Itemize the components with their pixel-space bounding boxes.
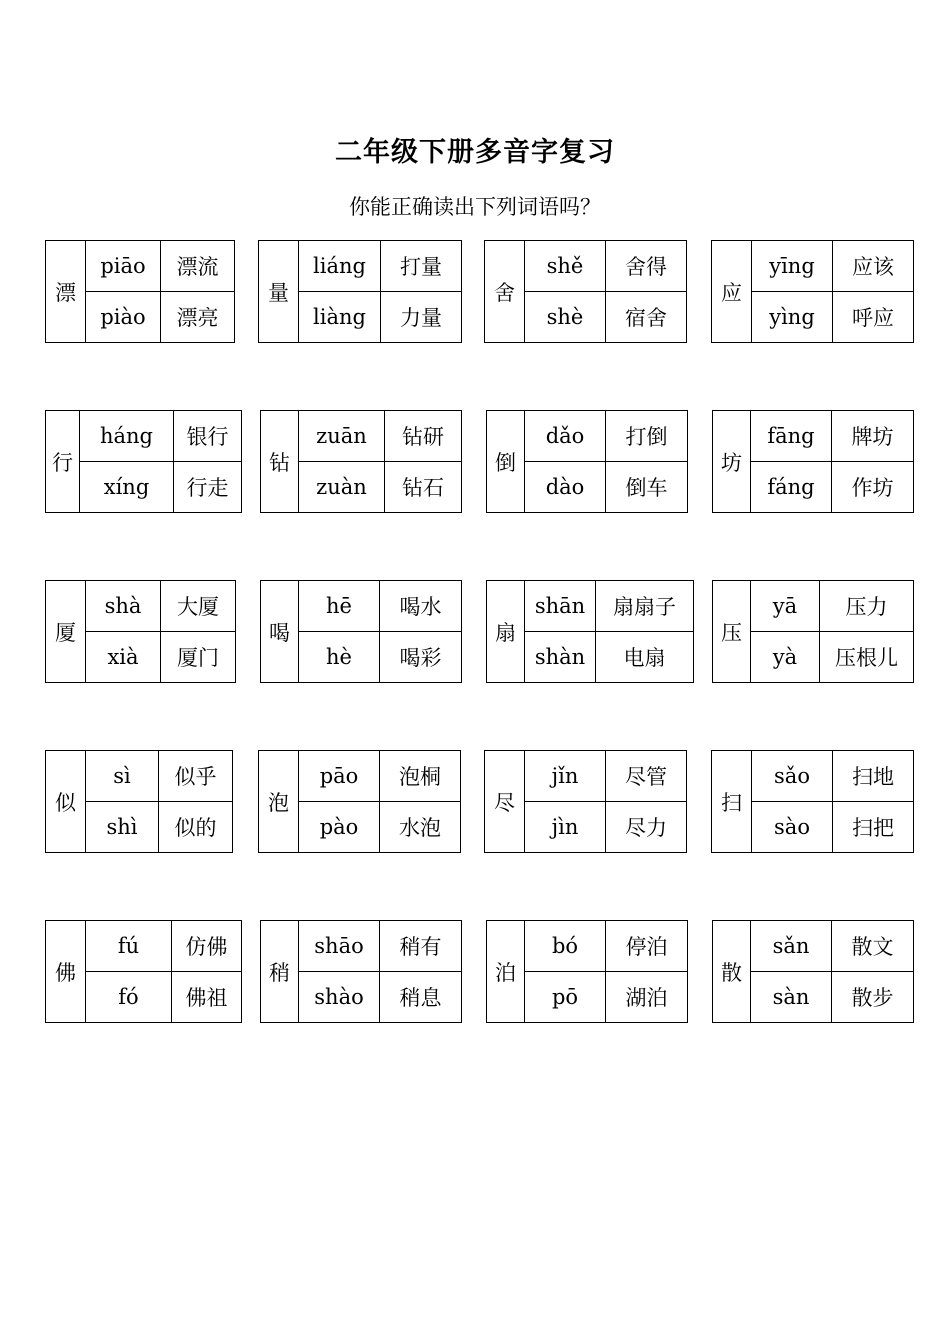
polyphone-card bbox=[260, 580, 462, 683]
polyphone-card bbox=[711, 240, 914, 343]
polyphone-card bbox=[711, 750, 914, 853]
polyphone-card bbox=[486, 410, 688, 513]
card-word: 作坊 bbox=[832, 462, 914, 513]
card-pinyin: fó bbox=[86, 972, 172, 1023]
polyphone-card bbox=[45, 750, 233, 853]
card-character: 扇 bbox=[487, 581, 525, 683]
card-word: 倒车 bbox=[606, 462, 688, 513]
card-pinyin: piào bbox=[86, 292, 161, 343]
card-word: 似乎 bbox=[159, 751, 233, 802]
card-character: 泡 bbox=[259, 751, 299, 853]
card-word: 打量 bbox=[381, 241, 462, 292]
card-character: 量 bbox=[259, 241, 299, 343]
card-word: 稍有 bbox=[380, 921, 462, 972]
card-pinyin: yā bbox=[751, 581, 820, 632]
card-character: 压 bbox=[713, 581, 751, 683]
card-word: 泡桐 bbox=[380, 751, 461, 802]
card-word: 喝彩 bbox=[380, 632, 462, 683]
card-word: 散文 bbox=[832, 921, 914, 972]
card-pinyin: bó bbox=[525, 921, 606, 972]
polyphone-card bbox=[486, 920, 688, 1023]
card-pinyin: pāo bbox=[299, 751, 380, 802]
polyphone-card bbox=[45, 920, 242, 1023]
card-pinyin: xíng bbox=[80, 462, 174, 513]
card-word: 佛祖 bbox=[172, 972, 242, 1023]
card-word: 漂亮 bbox=[161, 292, 235, 343]
card-pinyin: jǐn bbox=[525, 751, 606, 802]
card-pinyin: shào bbox=[299, 972, 380, 1023]
card-character: 稍 bbox=[261, 921, 299, 1023]
card-pinyin: shàn bbox=[525, 632, 596, 683]
card-word: 湖泊 bbox=[606, 972, 688, 1023]
card-word: 水泡 bbox=[380, 802, 461, 853]
card-pinyin: shě bbox=[525, 241, 606, 292]
card-pinyin: shì bbox=[86, 802, 159, 853]
card-pinyin: hē bbox=[299, 581, 380, 632]
card-word: 扫把 bbox=[833, 802, 914, 853]
card-word: 扇扇子 bbox=[596, 581, 694, 632]
card-word: 厦门 bbox=[161, 632, 236, 683]
polyphone-card bbox=[260, 410, 462, 513]
card-word: 钻石 bbox=[385, 462, 462, 513]
card-pinyin: shān bbox=[525, 581, 596, 632]
polyphone-card bbox=[486, 580, 694, 683]
card-character: 佛 bbox=[46, 921, 86, 1023]
card-pinyin: sǎn bbox=[751, 921, 832, 972]
card-word: 舍得 bbox=[606, 241, 687, 292]
polyphone-card bbox=[712, 920, 914, 1023]
card-word: 停泊 bbox=[606, 921, 688, 972]
card-character: 泊 bbox=[487, 921, 525, 1023]
card-pinyin: fú bbox=[86, 921, 172, 972]
polyphone-card bbox=[484, 240, 687, 343]
card-pinyin: yīng bbox=[752, 241, 833, 292]
polyphone-card bbox=[712, 580, 914, 683]
card-character: 尽 bbox=[485, 751, 525, 853]
card-pinyin: liáng bbox=[299, 241, 381, 292]
card-character: 倒 bbox=[487, 411, 525, 513]
card-character: 厦 bbox=[46, 581, 86, 683]
card-pinyin: zuān bbox=[299, 411, 385, 462]
page-subtitle: 你能正确读出下列词语吗？ bbox=[349, 195, 601, 219]
card-word: 应该 bbox=[833, 241, 914, 292]
card-pinyin: pō bbox=[525, 972, 606, 1023]
card-word: 压根儿 bbox=[820, 632, 914, 683]
card-word: 尽管 bbox=[606, 751, 687, 802]
card-word: 仿佛 bbox=[172, 921, 242, 972]
card-pinyin: dào bbox=[525, 462, 606, 513]
card-character: 漂 bbox=[46, 241, 86, 343]
card-pinyin: shè bbox=[525, 292, 606, 343]
card-word: 牌坊 bbox=[832, 411, 914, 462]
card-pinyin: zuàn bbox=[299, 462, 385, 513]
card-pinyin: shāo bbox=[299, 921, 380, 972]
card-character: 喝 bbox=[261, 581, 299, 683]
polyphone-card bbox=[712, 410, 914, 513]
card-word: 稍息 bbox=[380, 972, 462, 1023]
card-character: 应 bbox=[712, 241, 752, 343]
card-word: 漂流 bbox=[161, 241, 235, 292]
card-pinyin: liàng bbox=[299, 292, 381, 343]
card-word: 行走 bbox=[174, 462, 242, 513]
card-pinyin: shà bbox=[86, 581, 161, 632]
card-pinyin: piāo bbox=[86, 241, 161, 292]
card-word: 电扇 bbox=[596, 632, 694, 683]
card-word: 喝水 bbox=[380, 581, 462, 632]
card-pinyin: jìn bbox=[525, 802, 606, 853]
card-character: 舍 bbox=[485, 241, 525, 343]
card-pinyin: sào bbox=[752, 802, 833, 853]
card-pinyin: pào bbox=[299, 802, 380, 853]
card-word: 呼应 bbox=[833, 292, 914, 343]
card-character: 散 bbox=[713, 921, 751, 1023]
card-pinyin: sì bbox=[86, 751, 159, 802]
card-pinyin: fáng bbox=[751, 462, 832, 513]
card-pinyin: yìng bbox=[752, 292, 833, 343]
card-character: 钻 bbox=[261, 411, 299, 513]
polyphone-card bbox=[258, 240, 462, 343]
card-pinyin: sǎo bbox=[752, 751, 833, 802]
card-word: 力量 bbox=[381, 292, 462, 343]
card-word: 似的 bbox=[159, 802, 233, 853]
card-pinyin: háng bbox=[80, 411, 174, 462]
card-pinyin: dǎo bbox=[525, 411, 606, 462]
card-pinyin: hè bbox=[299, 632, 380, 683]
polyphone-card bbox=[45, 240, 235, 343]
polyphone-card bbox=[484, 750, 687, 853]
card-character: 行 bbox=[46, 411, 80, 513]
card-word: 大厦 bbox=[161, 581, 236, 632]
card-word: 钻研 bbox=[385, 411, 462, 462]
polyphone-card bbox=[258, 750, 461, 853]
card-word: 尽力 bbox=[606, 802, 687, 853]
polyphone-card bbox=[45, 580, 236, 683]
card-character: 似 bbox=[46, 751, 86, 853]
card-character: 坊 bbox=[713, 411, 751, 513]
card-word: 打倒 bbox=[606, 411, 688, 462]
polyphone-card bbox=[260, 920, 462, 1023]
card-pinyin: yà bbox=[751, 632, 820, 683]
card-word: 银行 bbox=[174, 411, 242, 462]
card-pinyin: sàn bbox=[751, 972, 832, 1023]
card-pinyin: fāng bbox=[751, 411, 832, 462]
polyphone-card bbox=[45, 410, 242, 513]
page-title: 二年级下册多音字复习 bbox=[335, 137, 615, 168]
card-word: 压力 bbox=[820, 581, 914, 632]
card-pinyin: xià bbox=[86, 632, 161, 683]
card-word: 扫地 bbox=[833, 751, 914, 802]
card-word: 散步 bbox=[832, 972, 914, 1023]
card-word: 宿舍 bbox=[606, 292, 687, 343]
card-character: 扫 bbox=[712, 751, 752, 853]
